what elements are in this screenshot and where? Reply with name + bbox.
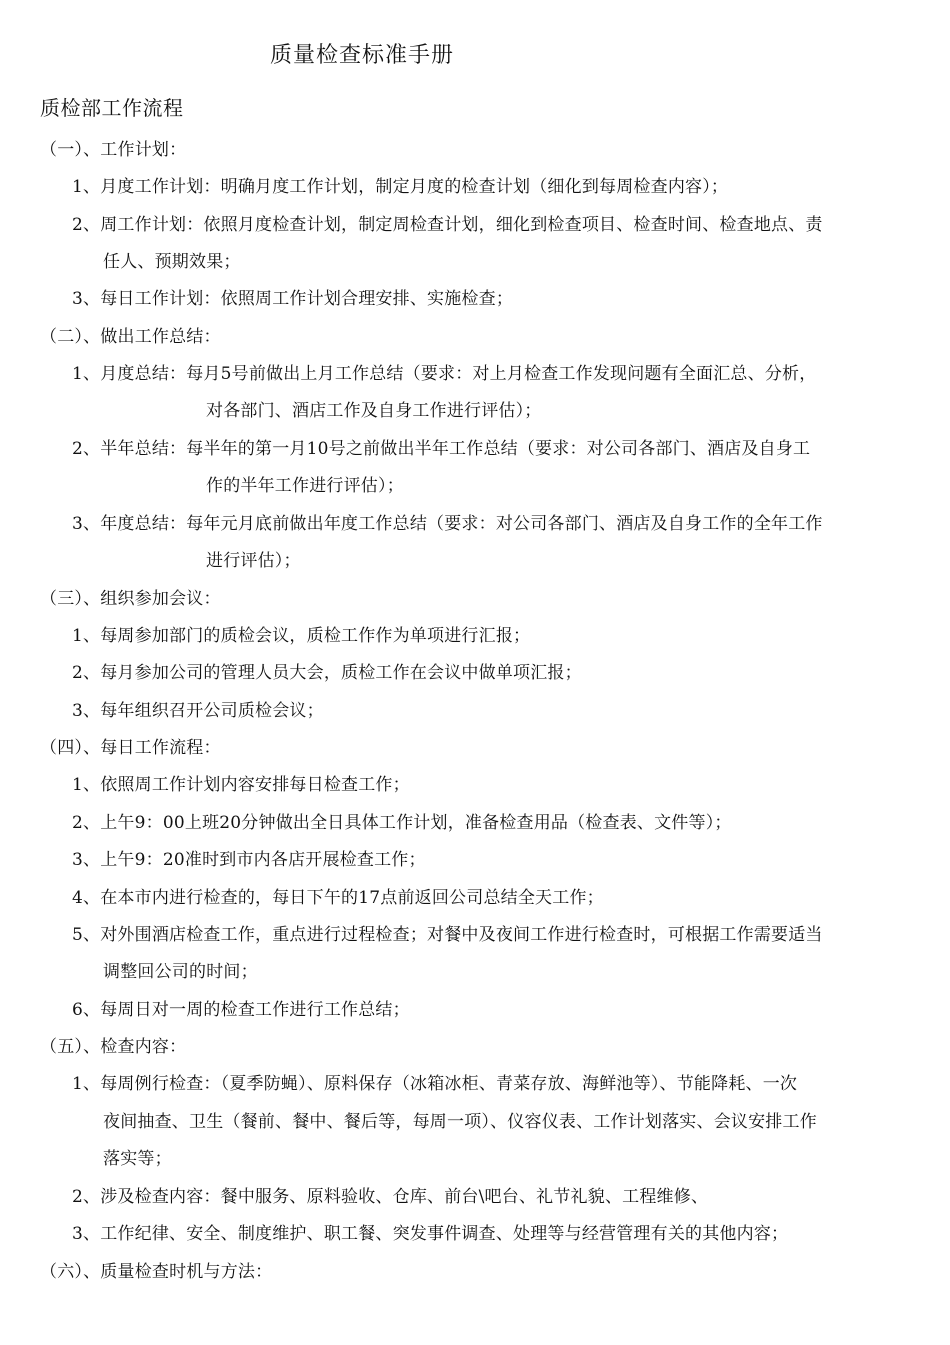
list-item: 1、月度总结：每月5号前做出上月工作总结（要求：对上月检查工作发现问题有全面汇总、分析， [72, 364, 817, 384]
section-heading: （一）、工作计划： [40, 140, 187, 160]
list-item-continuation: 落实等； [103, 1149, 172, 1169]
section-heading: （四）、每日工作流程： [40, 738, 221, 758]
list-item: 2、周工作计划：依照月度检查计划，制定周检查计划，细化到检查项目、检查时间、检查地点、责 [72, 215, 823, 235]
section-heading: （五）、检查内容： [40, 1037, 187, 1057]
list-item: 6、每周日对一周的检查工作进行工作总结； [72, 1000, 410, 1020]
list-item: 1、依照周工作计划内容安排每日检查工作； [72, 775, 410, 795]
list-item: 1、月度工作计划：明确月度工作计划，制定月度的检查计划（细化到每周检查内容）； [72, 177, 729, 197]
list-item: 4、在本市内进行检查的，每日下午的17点前返回公司总结全天工作； [72, 888, 604, 908]
list-item: 3、每日工作计划：依照周工作计划合理安排、实施检查； [72, 289, 514, 309]
list-item: 2、涉及检查内容：餐中服务、原料验收、仓库、前台\吧台、礼节礼貌、工程维修、 [72, 1187, 709, 1207]
list-item: 3、每年组织召开公司质检会议； [72, 701, 324, 721]
list-item: 5、对外围酒店检查工作，重点进行过程检查；对餐中及夜间工作进行检查时，可根据工作需要适当 [72, 925, 823, 945]
list-item: 2、半年总结：每半年的第一月10号之前做出半年工作总结（要求：对公司各部门、酒店及自身工 [72, 439, 811, 459]
list-item: 3、工作纪律、安全、制度维护、职工餐、突发事件调查、处理等与经营管理有关的其他内容； [72, 1224, 789, 1244]
section-heading: （二）、做出工作总结： [40, 327, 221, 347]
doc-subtitle: 质检部工作流程 [40, 96, 184, 120]
doc-title: 质量检查标准手册 [270, 43, 455, 68]
section-heading: （三）、组织参加会议： [40, 589, 221, 609]
list-item-continuation: 任人、预期效果； [103, 252, 241, 272]
list-item: 1、每周例行检查：（夏季防蝇）、原料保存（冰箱冰柜、青菜存放、海鲜池等）、节能降耗、一次 [72, 1074, 798, 1094]
list-item: 1、每周参加部门的质检会议，质检工作作为单项进行汇报； [72, 626, 531, 646]
list-item: 3、年度总结：每年元月底前做出年度工作总结（要求：对公司各部门、酒店及自身工作的全年工作 [72, 514, 823, 534]
list-item: 2、每月参加公司的管理人员大会，质检工作在会议中做单项汇报； [72, 663, 582, 683]
list-item-continuation: 进行评估）； [206, 551, 301, 571]
section-heading: （六）、质量检查时机与方法： [40, 1262, 273, 1282]
list-item: 3、上午9：20准时到市内各店开展检查工作； [72, 850, 426, 870]
list-item-continuation: 作的半年工作进行评估）； [206, 476, 404, 496]
list-item-continuation: 对各部门、酒店工作及自身工作进行评估）； [206, 401, 542, 421]
list-item-continuation: 夜间抽查、卫生（餐前、餐中、餐后等，每周一项）、仪容仪表、工作计划落实、会议安排工作 [103, 1112, 817, 1132]
list-item: 2、上午9：00上班20分钟做出全日具体工作计划，准备检查用品（检查表、文件等）； [72, 813, 732, 833]
list-item-continuation: 调整回公司的时间； [103, 962, 258, 982]
